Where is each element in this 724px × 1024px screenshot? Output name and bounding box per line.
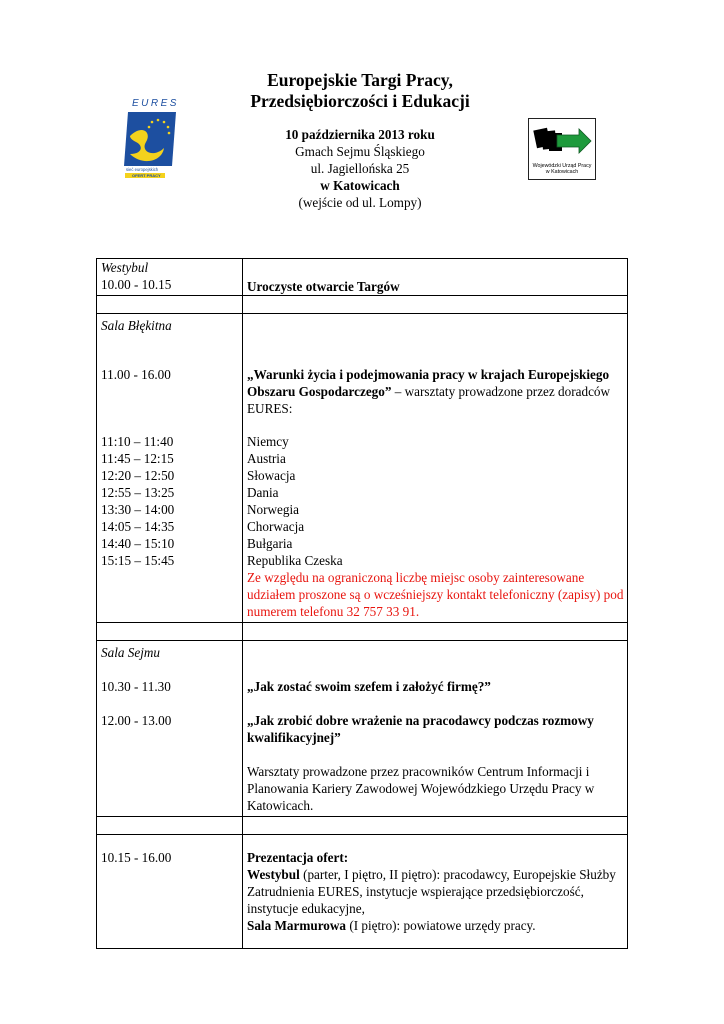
event-entrance: (wejście od ul. Lompy) bbox=[298, 195, 422, 210]
room-sala-sejmu: Sala Sejmu bbox=[101, 645, 160, 660]
offers-heading: Prezentacja ofert: bbox=[247, 850, 349, 865]
slot-country: Austria bbox=[247, 451, 286, 466]
eures-logo bbox=[118, 96, 184, 178]
page-title-line-1: Europejskie Targi Pracy, bbox=[267, 70, 453, 90]
table-row bbox=[97, 259, 628, 296]
svg-text:OFERT PRACY: OFERT PRACY bbox=[132, 173, 161, 178]
workshop-boss: „Jak zostać swoim szefem i założyć firmę?” bbox=[247, 679, 491, 694]
eures-logo-text: EURES bbox=[132, 98, 179, 109]
table-row bbox=[97, 835, 628, 949]
slot-country: Norwegia bbox=[247, 502, 299, 517]
workshop-title: „Warunki życia i podejmowania pracy w krajach Europejskiego Obszaru Gospodarczego” bbox=[247, 367, 610, 399]
svg-text:sieć europejskich: sieć europejskich bbox=[126, 167, 159, 172]
workshop-interview: „Jak zrobić dobre wrażenie na pracodawcy podczas rozmowy kwalifikacyjnej” bbox=[247, 713, 594, 745]
slot-country: Słowacja bbox=[247, 468, 296, 483]
room-sala-blekitna: Sala Błękitna bbox=[101, 318, 172, 333]
slot-time: 12:20 – 12:50 bbox=[101, 468, 175, 483]
time-cell: 10.00 - 10.15 bbox=[101, 277, 172, 292]
offers-sala-marmurowa: Sala Marmurowa (I piętro): powiatowe urzędy pracy. bbox=[247, 918, 536, 933]
wup-logo-caption: Wojewódzki Urząd Pracy w Katowicach bbox=[532, 163, 592, 175]
slot-time: 11:10 – 11:40 bbox=[101, 434, 174, 449]
room-westybul: Westybul bbox=[101, 260, 149, 275]
event-street: ul. Jagiellońska 25 bbox=[310, 161, 410, 176]
time-cell: 11.00 - 16.00 bbox=[101, 367, 171, 382]
event-opening: Uroczyste otwarcie Targów bbox=[247, 279, 400, 294]
schedule-table bbox=[96, 258, 628, 949]
time-cell: 10.30 - 11.30 bbox=[101, 679, 171, 694]
time-cell: 10.15 - 16.00 bbox=[101, 850, 172, 865]
event-venue: Gmach Sejmu Śląskiego bbox=[295, 144, 425, 159]
document-header bbox=[200, 70, 520, 211]
table-row-spacer bbox=[97, 817, 628, 835]
slot-time: 15:15 – 15:45 bbox=[101, 553, 175, 568]
registration-notice: Ze względu na ograniczoną liczbę miejsc osoby zainteresowane udziałem proszone są o wcześniejszy kontakt telefoniczny (zapisy) pod numerem telefonu 32 757 33 91. bbox=[247, 570, 624, 619]
table-row bbox=[97, 314, 628, 623]
offers-westybul: Westybul (parter, I piętro, II piętro): pracodawcy, Europejskie Służby Zatrudnienia EURES, instytucje wspierające przedsiębiorczość, instytucje edukacyjne, bbox=[247, 867, 616, 916]
slot-time: 11:45 – 12:15 bbox=[101, 451, 174, 466]
workshop-description bbox=[247, 366, 627, 417]
table-row bbox=[97, 641, 628, 817]
slot-time: 14:05 – 14:35 bbox=[101, 519, 175, 534]
slot-times-list bbox=[101, 433, 242, 569]
time-cell: 12.00 - 13.00 bbox=[101, 713, 172, 728]
workshop-rest: – warsztaty prowadzone przez doradców EURES: bbox=[247, 384, 611, 416]
slot-time: 13:30 – 14:00 bbox=[101, 502, 175, 517]
country-list bbox=[247, 433, 627, 569]
page-title-line-2: Przedsiębiorczości i Edukacji bbox=[250, 91, 470, 111]
slot-time: 12:55 – 13:25 bbox=[101, 485, 175, 500]
slot-country: Niemcy bbox=[247, 434, 289, 449]
slot-country: Chorwacja bbox=[247, 519, 305, 534]
slot-country: Republika Czeska bbox=[247, 553, 343, 568]
event-city: w Katowicach bbox=[320, 178, 400, 193]
table-row-spacer bbox=[97, 623, 628, 641]
slot-time: 14:40 – 15:10 bbox=[101, 536, 175, 551]
event-date: 10 października 2013 roku bbox=[285, 127, 435, 142]
wup-logo bbox=[528, 118, 596, 180]
workshop-note: Warsztaty prowadzone przez pracowników Centrum Informacji i Planowania Kariery Zawodowej Wojewódzkiego Urzędu Pracy w Katowicach. bbox=[247, 764, 595, 813]
slot-country: Dania bbox=[247, 485, 279, 500]
table-row-spacer bbox=[97, 296, 628, 314]
slot-country: Bułgaria bbox=[247, 536, 293, 551]
